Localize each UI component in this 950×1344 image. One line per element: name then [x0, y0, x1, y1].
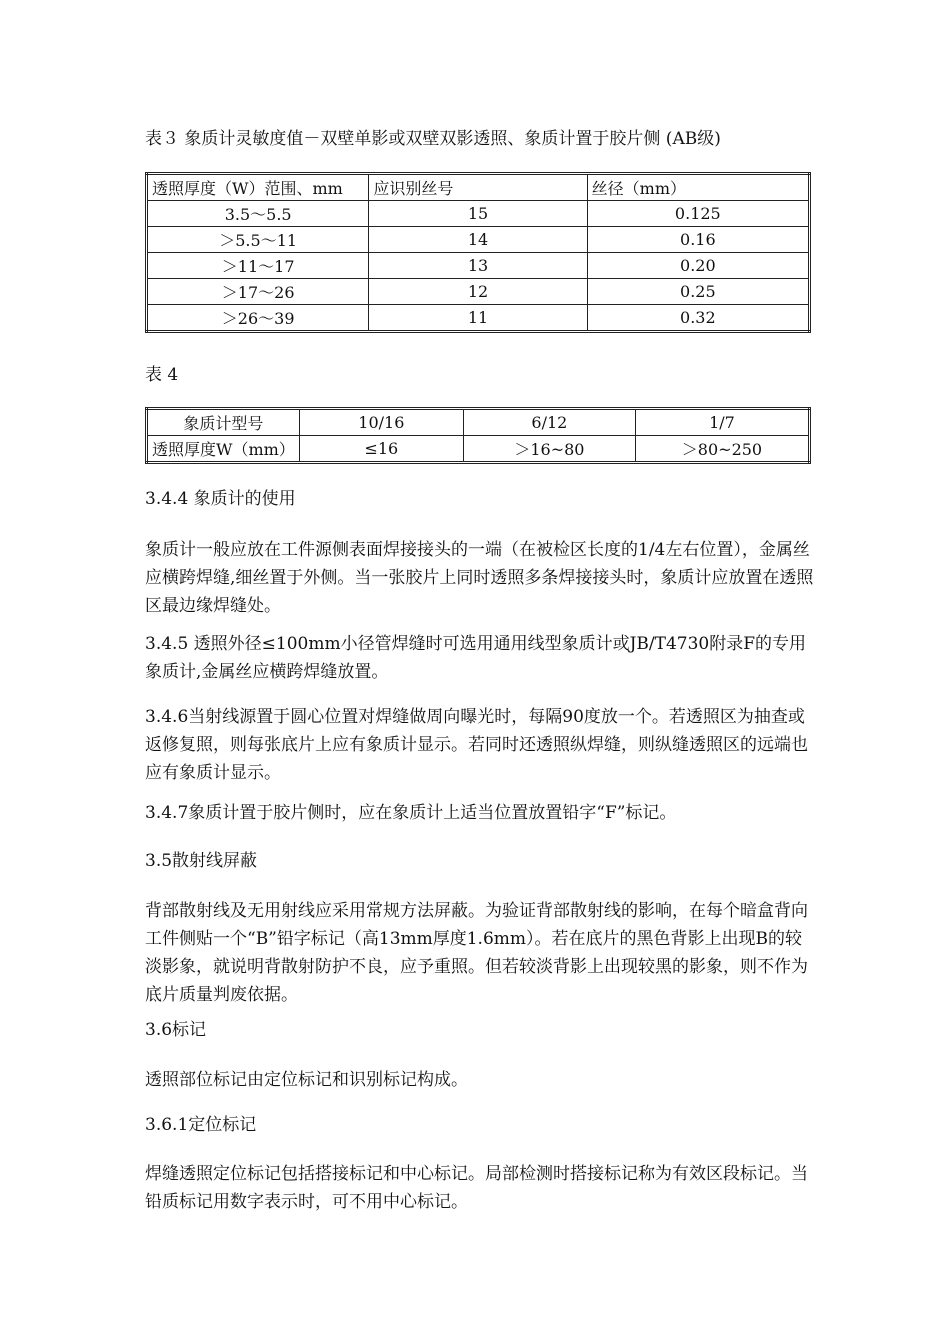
table-cell: 14 [369, 227, 587, 253]
table-cell: 13 [369, 253, 587, 279]
table-cell: 15 [369, 201, 587, 227]
table-row [147, 253, 810, 279]
table-cell: 0.32 [587, 305, 809, 332]
table3-caption: 表３ 象质计灵敏度值－双壁单影或双壁双影透照、象质计置于胶片侧 (AB级) [145, 129, 721, 149]
table-cell: ＞16~80 [463, 436, 635, 463]
table-cell: 0.125 [587, 201, 809, 227]
paragraph: 3.4.5 透照外径≤100mm小径管焊缝时可选用通用线型象质计或JB/T4730附录F的专用象质计,金属丝应横跨焊缝放置。 [145, 634, 807, 682]
section-heading: 3.6标记 [145, 1020, 207, 1040]
table-row [147, 201, 810, 227]
table-row [147, 227, 810, 253]
table-row [147, 305, 810, 332]
table-cell: 3.5～5.5 [147, 201, 369, 227]
table-cell: 1/7 [635, 409, 809, 436]
table-cell: ＞17～26 [147, 279, 369, 305]
table-cell: ＞26～39 [147, 305, 369, 332]
table-cell: 0.16 [587, 227, 809, 253]
table-header-row [147, 174, 810, 201]
paragraph: 焊缝透照定位标记包括搭接标记和中心标记。局部检测时搭接标记称为有效区段标记。当铅质标记用数字表示时，可不用中心标记。 [145, 1164, 808, 1212]
table-header-cell: 应识别丝号 [369, 174, 587, 201]
table-cell: ＞5.5～11 [147, 227, 369, 253]
table-cell: ≤16 [299, 436, 463, 463]
paragraph: 背部散射线及无用射线应采用常规方法屏蔽。为验证背部散射线的影响，在每个暗盒背向工件侧贴一个“B”铅字标记（高13mm厚度1.6mm）。若在底片的黑色背影上出现B的较淡影象，就说明背散射防护不良，应予重照。但若较淡背影上出现较黑的影象，则不作为底片质量判废依据。 [145, 901, 808, 1005]
section-heading: 3.5散射线屏蔽 [145, 851, 258, 871]
table-cell: 6/12 [463, 409, 635, 436]
table-row [147, 279, 810, 305]
paragraph: 象质计一般应放在工件源侧表面焊接接头的一端（在被检区长度的1/4左右位置），金属丝应横跨焊缝,细丝置于外侧。当一张胶片上同时透照多条焊接接头时，象质计应放置在透照区最边缘焊缝处。 [145, 540, 814, 616]
table-header-cell: 丝径（mm） [587, 174, 809, 201]
table3 [145, 172, 811, 333]
paragraph: 3.4.7象质计置于胶片侧时，应在象质计上适当位置放置铅字“F”标记。 [145, 803, 677, 823]
table-cell: 11 [369, 305, 587, 332]
table-header-cell: 透照厚度（W）范围、mm [147, 174, 369, 201]
section-heading: 3.4.4 象质计的使用 [145, 489, 296, 509]
section-heading: 3.6.1定位标记 [145, 1115, 257, 1135]
paragraph: 透照部位标记由定位标记和识别标记构成。 [145, 1070, 468, 1090]
table-cell: 象质计型号 [147, 409, 300, 436]
table4 [145, 407, 811, 464]
table-cell: 0.25 [587, 279, 809, 305]
table-cell: 10/16 [299, 409, 463, 436]
table-cell: 透照厚度W（mm） [147, 436, 300, 463]
table-cell: ＞11～17 [147, 253, 369, 279]
table-cell: 0.20 [587, 253, 809, 279]
table4-caption: 表 4 [145, 365, 179, 385]
table-row [147, 436, 810, 463]
table-cell: 12 [369, 279, 587, 305]
table-row [147, 409, 810, 436]
paragraph: 3.4.6当射线源置于圆心位置对焊缝做周向曝光时，每隔90度放一个。若透照区为抽查或返修复照，则每张底片上应有象质计显示。若同时还透照纵焊缝，则纵缝透照区的远端也应有象质计显示。 [145, 707, 808, 783]
table-cell: ＞80~250 [635, 436, 809, 463]
